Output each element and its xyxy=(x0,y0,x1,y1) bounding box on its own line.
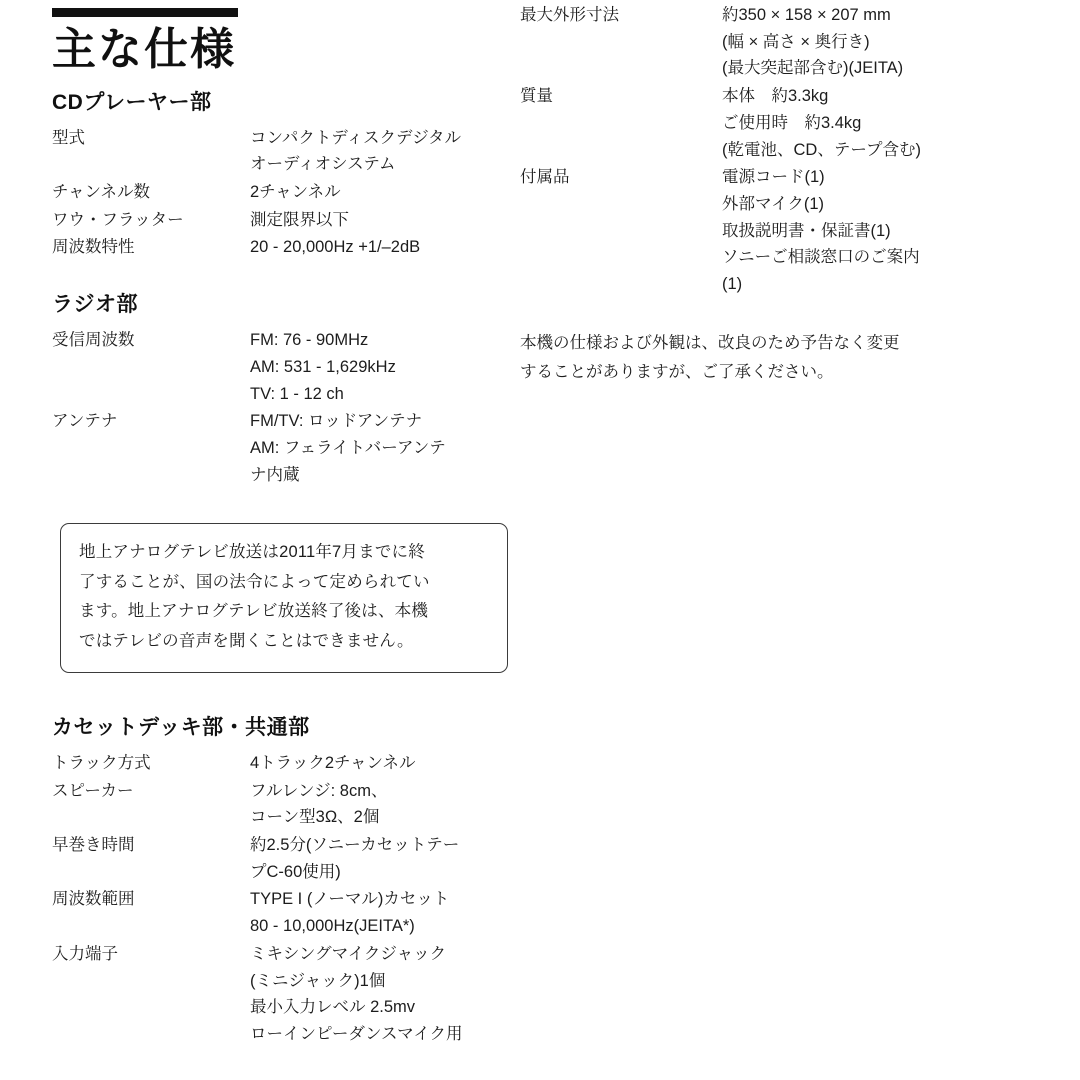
analog-tv-notice-box xyxy=(60,523,508,672)
spec-value xyxy=(250,179,520,207)
value-line: (幅 × 高さ × 奥行き) xyxy=(722,32,870,51)
value-line: ソニーご相談窓口のご案内 xyxy=(722,248,920,267)
notice-line: ではテレビの音声を聞くことはできません。 xyxy=(79,631,414,650)
table-row xyxy=(52,886,520,940)
value-line: AM: フェライトバーアンテ xyxy=(250,438,446,457)
spec-value xyxy=(250,234,520,262)
value-line: 取扱説明書・保証書(1) xyxy=(722,221,891,240)
spec-value xyxy=(722,83,1040,164)
notice-line: 地上アナログテレビ放送は2011年7月までに終 xyxy=(79,543,425,562)
table-row xyxy=(52,125,520,179)
spec-value xyxy=(250,832,520,886)
spec-label: ワウ・フラッター xyxy=(52,210,184,229)
value-line: コンパクトディスクデジタル xyxy=(250,128,462,147)
spec-value xyxy=(250,408,520,489)
spec-label: スピーカー xyxy=(52,781,134,800)
spec-value xyxy=(250,207,520,235)
spec-value xyxy=(250,778,520,832)
notice-line: 了することが、国の法令によって定められてい xyxy=(79,572,430,591)
spec-value xyxy=(250,886,520,940)
value-line: 2チャンネル xyxy=(250,182,341,201)
value-line: 20 - 20,000Hz +1/–2dB xyxy=(250,238,421,257)
table-row xyxy=(52,207,520,235)
value-line: 最小入力レベル 2.5mv xyxy=(250,998,416,1017)
spec-label: 最大外形寸法 xyxy=(520,6,619,24)
spec-table-cd-player xyxy=(52,125,520,263)
title-rule xyxy=(52,8,238,17)
disclaimer-line: することがありますが、ご了承ください。 xyxy=(520,363,834,382)
table-row xyxy=(52,408,520,489)
right-column xyxy=(520,0,1080,1080)
value-line: 本体 約3.3kg xyxy=(722,87,829,106)
section-title-radio: ラジオ部 xyxy=(52,293,138,317)
table-row xyxy=(52,832,520,886)
table-row xyxy=(52,750,520,778)
table-row xyxy=(520,2,1040,83)
value-line: プC-60使用) xyxy=(250,862,341,881)
spec-value xyxy=(722,2,1040,83)
value-line: FM: 76 - 90MHz xyxy=(250,331,369,350)
value-line: 外部マイク(1) xyxy=(722,195,825,214)
value-line: ナ内蔵 xyxy=(250,465,300,484)
table-row xyxy=(52,327,520,408)
value-line: ご使用時 約3.4kg xyxy=(722,113,862,132)
spec-label: 質量 xyxy=(520,87,553,106)
value-line: フルレンジ: 8cm、 xyxy=(250,781,388,800)
disclaimer-line: 本機の仕様および外観は、改良のため予告なく変更 xyxy=(520,333,900,352)
value-line: (1) xyxy=(722,275,743,294)
spec-table-cassette-deck xyxy=(52,750,520,1049)
value-line: 測定限界以下 xyxy=(250,210,349,229)
spec-label: チャンネル数 xyxy=(52,182,151,201)
value-line: オーディオシステム xyxy=(250,155,396,174)
table-row xyxy=(520,83,1040,164)
spec-value xyxy=(250,125,520,179)
spec-label: 型式 xyxy=(52,128,85,147)
section-title-cassette-deck: カセットデッキ部・共通部 xyxy=(52,715,310,739)
spec-label: 周波数特性 xyxy=(52,238,135,257)
page-title: 主な仕様 xyxy=(52,25,236,74)
spacer xyxy=(52,673,520,711)
disclaimer-note xyxy=(520,329,1040,388)
value-line: FM/TV: ロッドアンテナ xyxy=(250,412,423,431)
value-line: AM: 531 - 1,629kHz xyxy=(250,357,396,376)
value-line: ミキシングマイクジャック xyxy=(250,944,447,963)
spec-label: 受信周波数 xyxy=(52,331,135,350)
value-line: コーン型3Ω、2個 xyxy=(250,808,380,827)
table-row xyxy=(520,164,1040,299)
value-line: 電源コード(1) xyxy=(722,168,825,187)
spec-label: 付属品 xyxy=(520,168,570,187)
notice-line: ます。地上アナログテレビ放送終了後は、本機 xyxy=(79,602,429,621)
value-line: TYPE I (ノーマル)カセット xyxy=(250,890,450,909)
spec-label: 入力端子 xyxy=(52,944,118,963)
value-line: ローインピーダンスマイク用 xyxy=(250,1025,463,1044)
table-row xyxy=(52,778,520,832)
spec-label: アンテナ xyxy=(52,412,118,431)
spec-label: トラック方式 xyxy=(52,753,151,772)
left-column xyxy=(0,0,520,1080)
spec-table-radio xyxy=(52,327,520,489)
value-line: (乾電池、CD、テープ含む) xyxy=(722,140,921,159)
table-row xyxy=(52,941,520,1049)
section-title-cd-player: CDプレーヤー部 xyxy=(52,90,212,114)
value-line: TV: 1 - 12 ch xyxy=(250,384,344,403)
spec-value xyxy=(250,327,520,408)
spec-label: 周波数範囲 xyxy=(52,890,135,909)
value-line: (最大突起部含む)(JEITA) xyxy=(722,59,904,78)
spec-table-general xyxy=(520,2,1040,299)
value-line: 4トラック2チャンネル xyxy=(250,753,416,772)
value-line: (ミニジャック)1個 xyxy=(250,971,386,990)
value-line: 約2.5分(ソニーカセットテー xyxy=(250,836,460,855)
value-line: 80 - 10,000Hz(JEITA*) xyxy=(250,917,415,936)
table-row xyxy=(52,234,520,262)
spec-value xyxy=(722,164,1040,299)
value-line: 約350 × 158 × 207 mm xyxy=(722,6,891,24)
spec-value xyxy=(250,941,520,1049)
spec-value xyxy=(250,750,520,778)
table-row xyxy=(52,179,520,207)
spec-label: 早巻き時間 xyxy=(52,836,135,855)
